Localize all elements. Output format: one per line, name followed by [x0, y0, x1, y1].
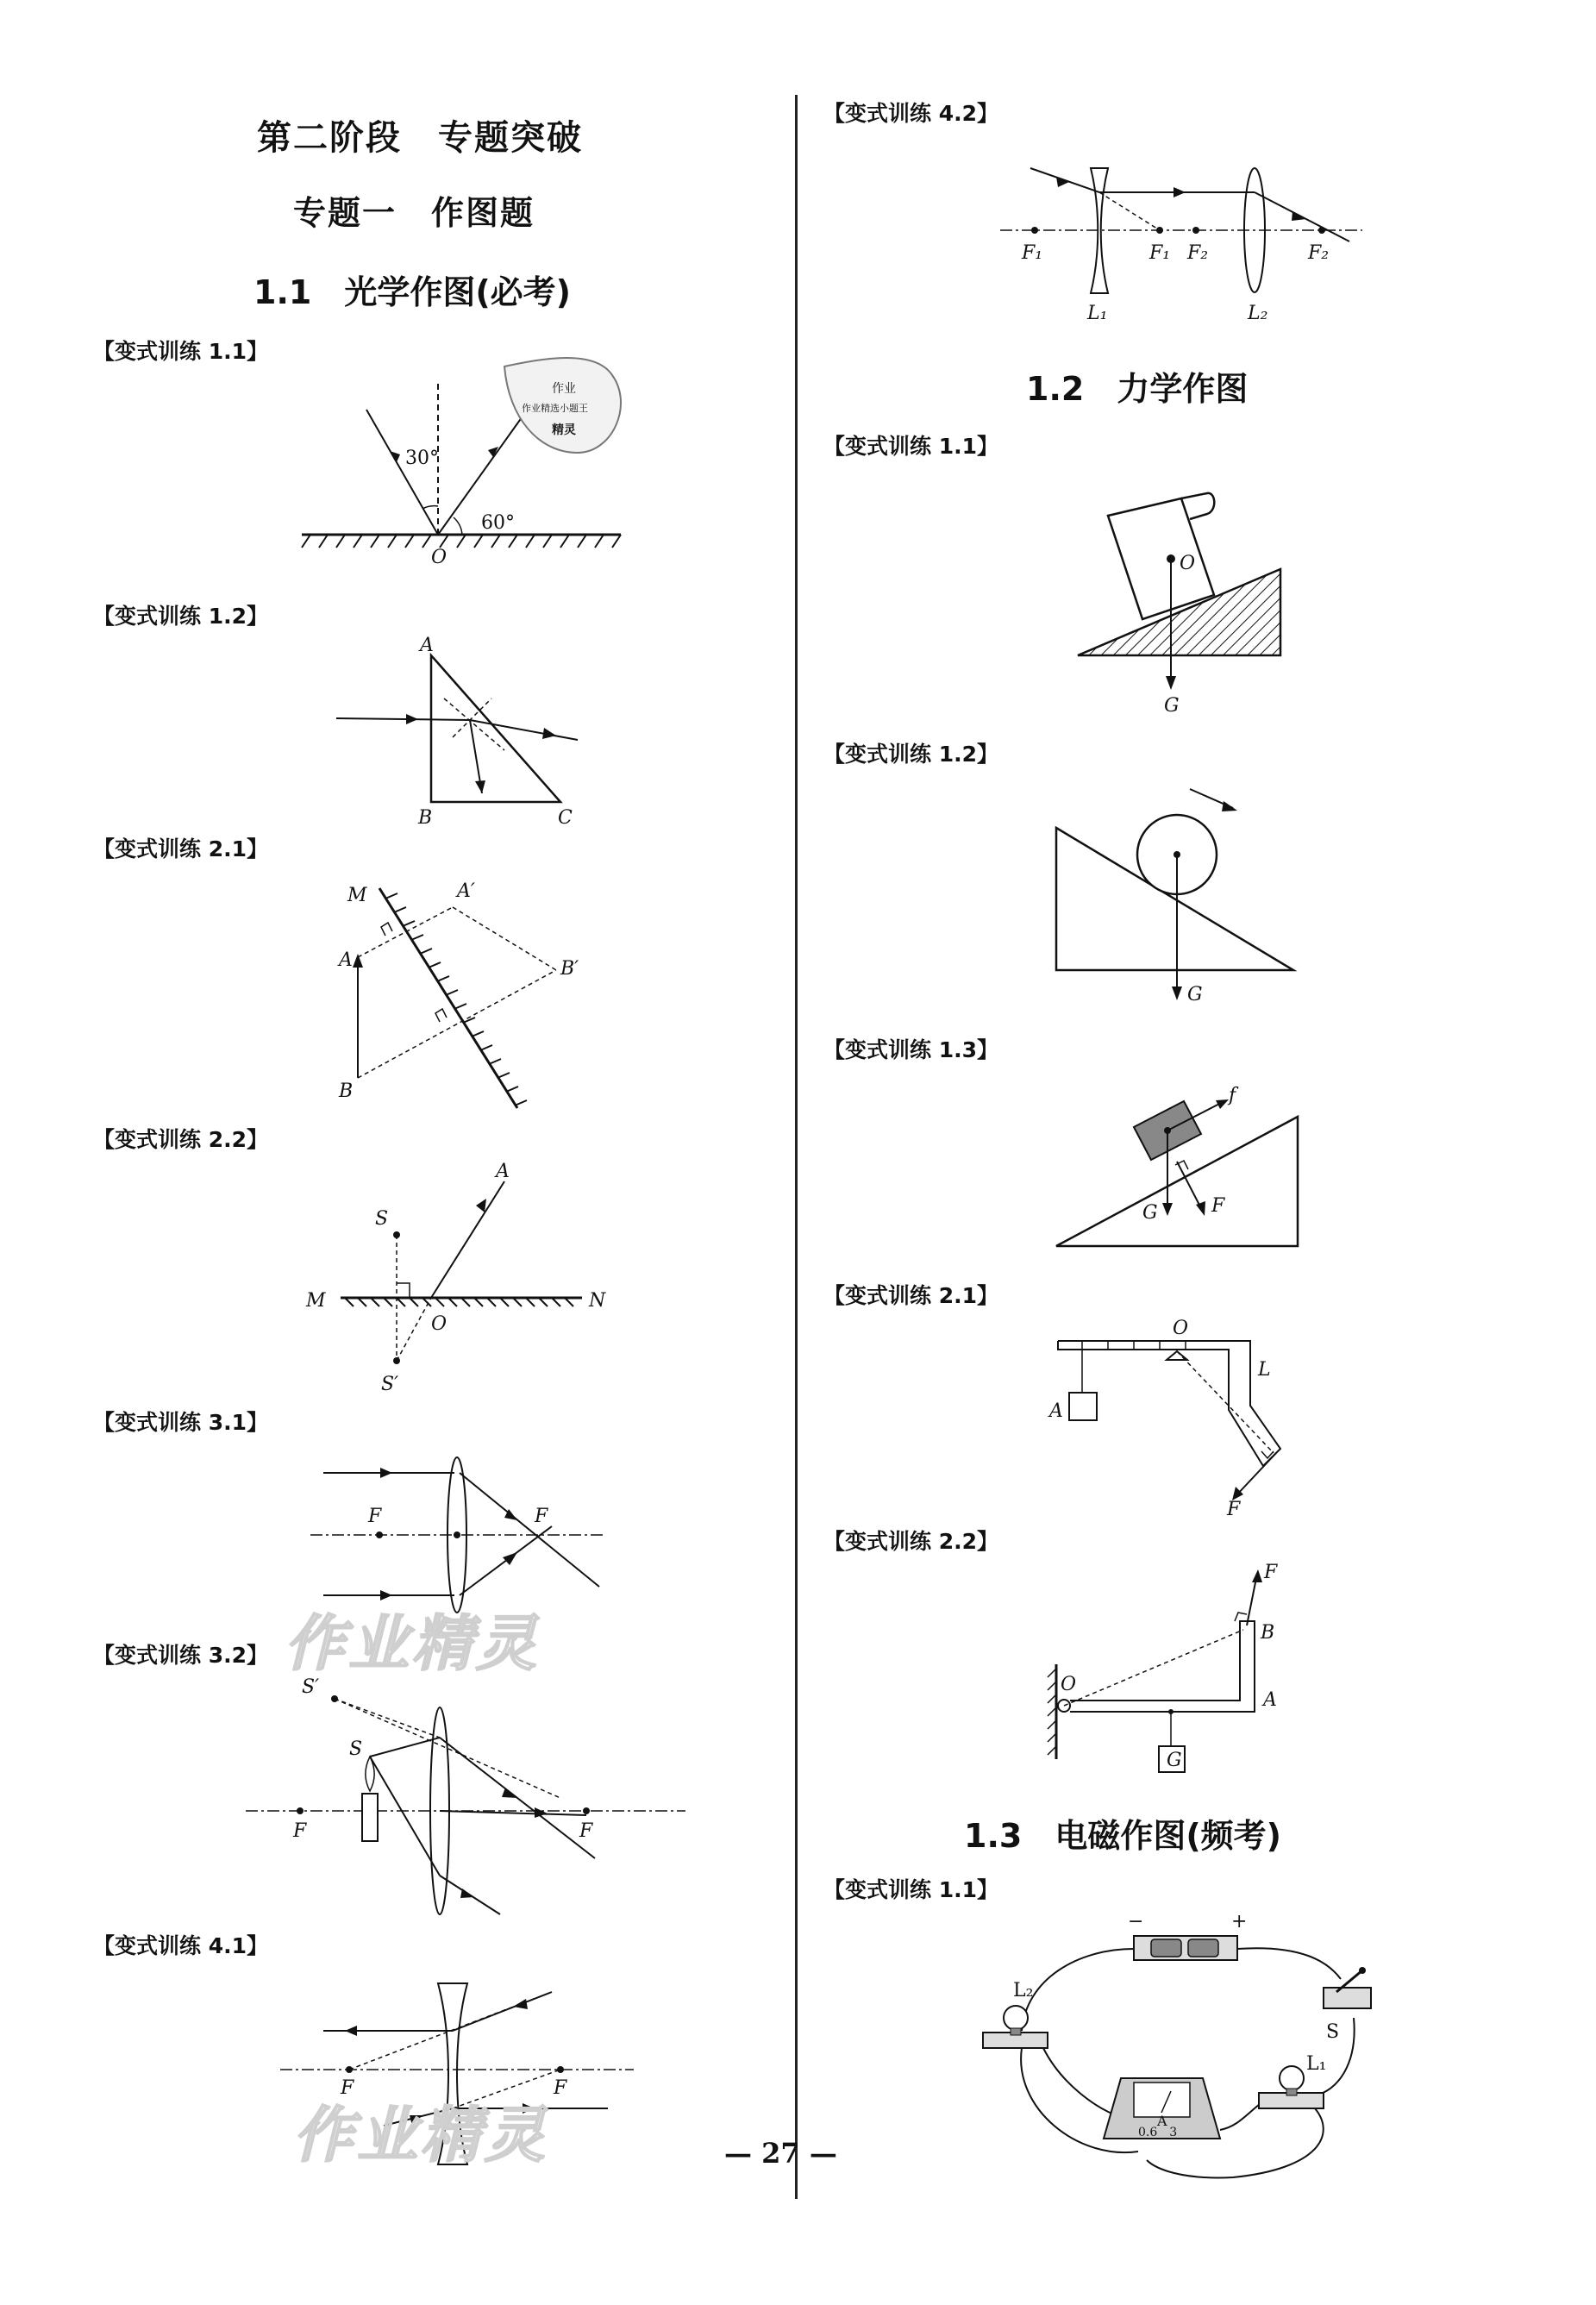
svg-text:F: F [535, 1506, 548, 1527]
stamp-logo [504, 358, 621, 453]
bent-lever-diagram [1048, 1315, 1324, 1518]
svg-text:F: F [293, 1820, 307, 1842]
svg-text:O: O [431, 1313, 448, 1335]
candle-lens-image-diagram [241, 1677, 690, 1923]
exercise-label: 【变式训练 1.1】 [823, 1877, 998, 1902]
block-on-incline-diagram [1048, 1082, 1306, 1255]
exercise-label: 【变式训练 1.2】 [93, 604, 268, 629]
svg-text:S′: S′ [302, 1676, 320, 1698]
svg-text:B: B [339, 1080, 354, 1102]
svg-text:L₂: L₂ [1013, 1980, 1034, 2001]
plane-mirror-image-diagram [332, 871, 608, 1121]
circuit-diagram [974, 1910, 1388, 2182]
exercise-label: 【变式训练 4.2】 [823, 101, 998, 126]
page-number: — 27 — [724, 2137, 837, 2170]
watermark: 作业精灵 [285, 1607, 540, 1679]
svg-text:C: C [558, 807, 573, 829]
svg-text:+: + [1231, 1911, 1248, 1932]
svg-text:O: O [1173, 1318, 1189, 1339]
exercise-label: 【变式训练 2.2】 [93, 1127, 268, 1152]
svg-text:F₁: F₁ [1022, 242, 1043, 264]
svg-text:G: G [1167, 1750, 1182, 1771]
prism-refraction-diagram [332, 635, 591, 836]
mirror-source-image-diagram [302, 1161, 606, 1395]
exercise-label: 【变式训练 2.1】 [823, 1283, 998, 1308]
svg-text:F: F [1264, 1562, 1278, 1583]
svg-text:L₂: L₂ [1248, 303, 1268, 324]
ball-on-incline-diagram [1048, 780, 1306, 1013]
column-divider [795, 95, 798, 2199]
svg-text:F: F [579, 1820, 593, 1842]
svg-text:G: G [1164, 695, 1180, 717]
svg-text:F: F [341, 2077, 354, 2099]
svg-text:L₁: L₁ [1087, 303, 1108, 324]
svg-text:A: A [1263, 1689, 1277, 1711]
svg-text:B′: B′ [560, 958, 579, 980]
watermark: 作业精灵 [293, 2099, 548, 2170]
svg-text:作业精选小题王: 作业精选小题王 [522, 403, 588, 414]
section-1-2-title: 1.2 力学作图 [1026, 370, 1249, 408]
svg-text:G: G [1142, 1202, 1158, 1224]
exercise-label: 【变式训练 1.1】 [93, 339, 268, 364]
svg-text:A′: A′ [457, 880, 475, 902]
svg-text:M: M [306, 1290, 326, 1312]
svg-text:F: F [1211, 1195, 1225, 1217]
svg-text:作业: 作业 [552, 382, 576, 396]
svg-text:O: O [431, 547, 448, 568]
exercise-label: 【变式训练 1.1】 [823, 434, 998, 459]
svg-text:F₁: F₁ [1149, 242, 1171, 264]
svg-text:A: A [496, 1161, 510, 1182]
stage-title: 第二阶段 专题突破 [257, 118, 583, 158]
wall-lever-diagram [1043, 1561, 1302, 1785]
section-1-3-title: 1.3 电磁作图(频考) [964, 1817, 1282, 1855]
exercise-label: 【变式训练 3.2】 [93, 1643, 268, 1668]
svg-text:F₂: F₂ [1308, 242, 1330, 264]
svg-text:B: B [1261, 1622, 1275, 1644]
svg-text:S′: S′ [381, 1374, 399, 1395]
exercise-label: 【变式训练 3.1】 [93, 1410, 268, 1435]
exercise-label: 【变式训练 2.1】 [93, 836, 268, 861]
two-lens-system-diagram [996, 160, 1367, 332]
svg-text:N: N [589, 1290, 606, 1312]
svg-text:S: S [349, 1738, 363, 1760]
svg-text:0.6 3: 0.6 3 [1138, 2126, 1178, 2139]
svg-text:60°: 60° [481, 512, 515, 534]
svg-text:L₁: L₁ [1306, 2053, 1327, 2075]
svg-text:S: S [375, 1208, 389, 1230]
svg-text:A: A [1157, 2113, 1167, 2129]
svg-text:O: O [1061, 1674, 1077, 1695]
convex-lens-diagram [306, 1444, 608, 1613]
svg-text:L: L [1258, 1359, 1271, 1381]
svg-text:30°: 30° [405, 448, 439, 469]
svg-text:A: A [339, 949, 353, 971]
svg-text:A: A [420, 635, 434, 656]
exercise-label: 【变式训练 1.3】 [823, 1037, 998, 1062]
reflection-diagram [293, 358, 638, 569]
svg-text:A: A [1049, 1400, 1063, 1422]
svg-text:O: O [1180, 553, 1196, 574]
exercise-label: 【变式训练 2.2】 [823, 1529, 998, 1554]
svg-text:S: S [1326, 2021, 1340, 2043]
svg-text:F: F [1227, 1499, 1241, 1520]
svg-text:精灵: 精灵 [552, 423, 576, 437]
section-1-1-title: 1.1 光学作图(必考) [253, 273, 572, 311]
svg-text:B: B [418, 807, 433, 829]
svg-text:−: − [1128, 1911, 1144, 1932]
svg-text:F: F [368, 1506, 382, 1527]
svg-text:f: f [1229, 1085, 1236, 1106]
svg-text:F: F [554, 2077, 567, 2099]
cup-on-incline-diagram [1069, 492, 1302, 720]
exercise-label: 【变式训练 1.2】 [823, 742, 998, 767]
svg-text:G: G [1187, 984, 1203, 1005]
topic-title: 专题一 作图题 [293, 194, 535, 232]
exercise-label: 【变式训练 4.1】 [93, 1933, 268, 1958]
svg-text:F₂: F₂ [1187, 242, 1209, 264]
svg-text:M: M [347, 885, 367, 906]
